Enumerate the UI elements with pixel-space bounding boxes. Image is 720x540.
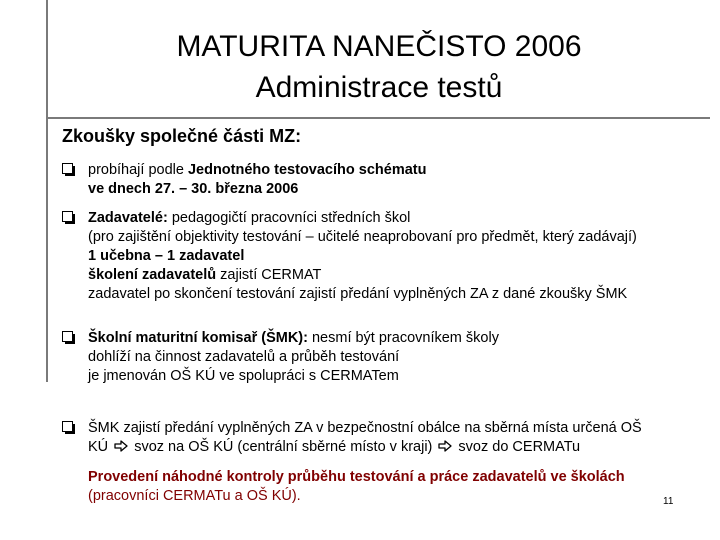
- bullet2-line4-bold: školení zadavatelů: [88, 267, 217, 283]
- bullet2-text: [88, 209, 637, 304]
- bullet1-line1-pre: probíhají podle: [88, 162, 188, 178]
- checkbox-bullet-icon: [62, 163, 75, 176]
- bullet4-line1: ŠMK zajistí předání vyplněných ZA v bezpečnostní obálce na sběrná místa určená OŠ: [88, 420, 642, 436]
- bullet3-line1-bold: Školní maturitní komisař (ŠMK):: [88, 330, 308, 346]
- bullet2-line4-rest: zajistí CERMAT: [216, 267, 322, 283]
- bullet3-line1-rest: nesmí být pracovníkem školy: [307, 330, 499, 346]
- bullet2-line1-bold: Zadavatelé:: [88, 210, 168, 226]
- bullet4-line2-c: svoz do CERMATu: [454, 439, 581, 455]
- bullet3-text: [88, 329, 499, 386]
- slide-subtitle: Zkoušky společné části MZ:: [62, 126, 302, 146]
- checkbox-bullet-icon: [62, 211, 75, 224]
- horizontal-rule: [46, 117, 710, 119]
- bullet3-line3: je jmenován OŠ KÚ ve spolupráci s CERMATem: [88, 368, 399, 384]
- bullet1-text: [88, 161, 426, 199]
- slide-title-line1: MATURITA NANEČISTO 2006: [176, 30, 582, 63]
- right-arrow-icon: [438, 439, 452, 458]
- right-arrow-icon: [114, 439, 128, 458]
- control-note: [88, 468, 625, 506]
- control-note-normal: (pracovníci CERMATu a OŠ KÚ).: [88, 488, 301, 504]
- bullet4-text: [88, 419, 642, 458]
- bullet3-line2: dohlíží na činnost zadavatelů a průběh testování: [88, 349, 400, 365]
- control-note-bold: Provedení náhodné kontroly průběhu testování a práce zadavatelů ve školách: [88, 469, 625, 485]
- page-number: 11: [663, 496, 674, 507]
- checkbox-bullet-icon: [62, 331, 75, 344]
- bullet2-line3: 1 učebna – 1 zadavatel: [88, 248, 245, 264]
- bullet2-line2: (pro zajištění objektivity testování – učitelé neaprobovaní pro předmět, který zadávají): [88, 229, 637, 245]
- bullet2-line1-rest: pedagogičtí pracovníci středních škol: [167, 210, 411, 226]
- bullet4-line2-b: svoz na OŠ KÚ (centrální sběrné místo v kraji): [130, 439, 433, 455]
- checkbox-bullet-icon: [62, 421, 75, 434]
- slide-title-line2: Administrace testů: [255, 71, 503, 104]
- bullet1-line2: ve dnech 27. – 30. března 2006: [88, 181, 299, 197]
- bullet4-line2-a: KÚ: [88, 439, 109, 455]
- bullet1-line1-bold: Jednotného testovacího schématu: [187, 162, 427, 178]
- bullet2-line5: zadavatel po skončení testování zajistí předání vyplněných ZA z dané zkoušky ŠMK: [88, 286, 628, 302]
